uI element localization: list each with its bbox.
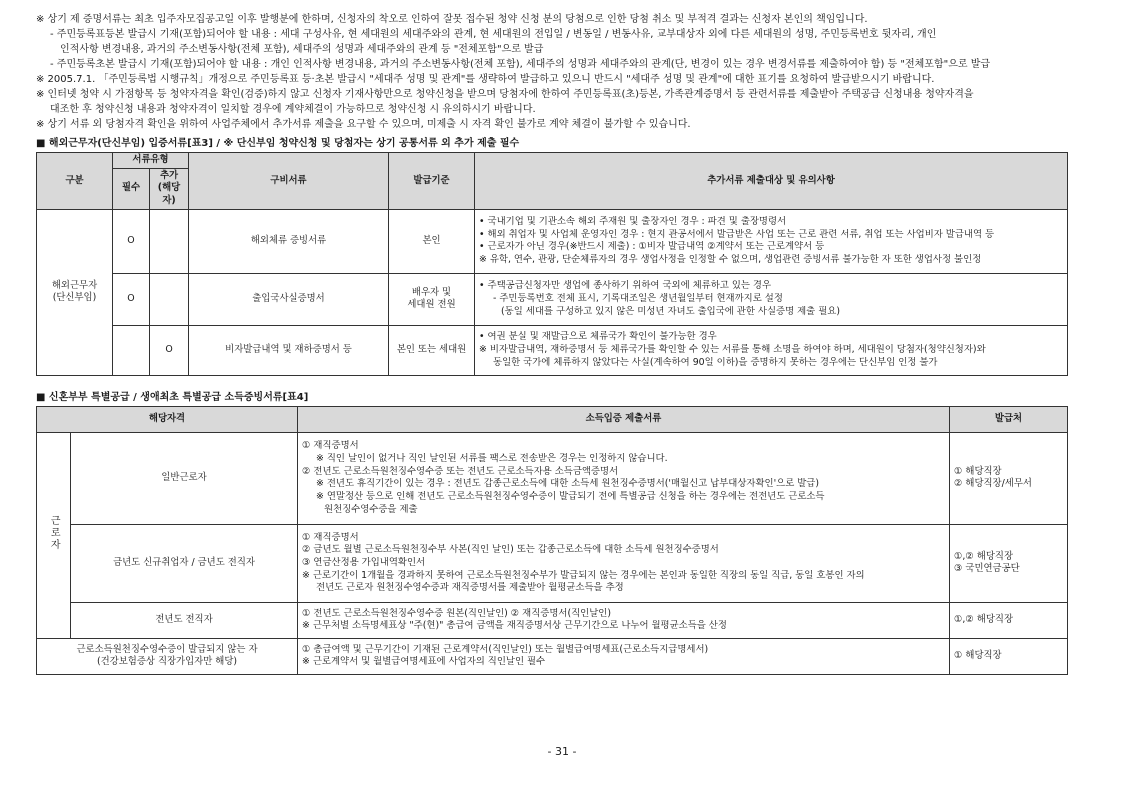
header-documents: 구비서류 [189, 153, 389, 210]
issuing-office-cell [950, 524, 1068, 602]
header-income-docs: 소득입증 제출서류 [298, 406, 950, 432]
issuing-office-item: ① 해당직장 [954, 649, 1002, 661]
header-notes: 추가서류 제출대상 및 유의사항 [475, 153, 1068, 210]
doc-item: ① 총급여액 및 근무기간이 기재된 근로계약서(직인날인) 또는 월별급여명세표(근로소득지급명세서) [302, 643, 709, 655]
issuing-office-cell [950, 602, 1068, 638]
header-category: 구분 [37, 153, 113, 210]
page-number: - 31 - [547, 745, 577, 758]
table-row [37, 638, 1068, 674]
notes-cell [475, 209, 1068, 273]
doc-item: ① 재직증명서 [302, 440, 359, 452]
table-row [37, 602, 1068, 638]
note-item: (동일 세대를 구성하고 있지 않은 미성년 자녀도 출입국에 관한 사실증명 제출 필요) [501, 305, 840, 317]
issuer-cell: 본인 [389, 209, 475, 273]
header-additional: 추가 (해당자) [150, 168, 189, 209]
income-docs-cell [298, 432, 950, 524]
doc-item: ① 재직증명서 [302, 531, 359, 543]
doc-item: ※ 근무처별 소득명세표상 "주(현)" 총급여 금액을 재직증명서상 근무기간으로 나누어 월평균소득을 산정 [302, 620, 727, 632]
doc-item: 원천징수영수증을 제출 [324, 503, 418, 515]
income-docs-cell [298, 638, 950, 674]
note-item: • 여권 분실 및 재발급으로 체류국가 확인이 불가능한 경우 [479, 331, 717, 343]
notes-list [479, 331, 1063, 369]
overseas-worker-table [36, 152, 1068, 376]
note-line: - 주민등록초본 발급시 기재(포함)되어야 할 내용 : 개인 인적사항 변경내용, 과거의 주소변동사항(전체 포함), 세대주의 성명과 세대주와의 관계(단, 변경이 있는 경우 변경서류를 제출하여야 함) 등 "전체포함"으로 발급 [50, 59, 991, 70]
note-item: • 주택공급신청자만 생업에 종사하기 위하여 국외에 체류하고 있는 경우 [479, 280, 772, 292]
required-cell: O [113, 209, 150, 273]
group-label: 근로자 [48, 514, 60, 551]
notes-list [36, 12, 1068, 132]
note-item: ※ 비자발급내역, 재하증명서 등 체류국가를 확인할 수 있는 서류를 통해 소명을 하여야 하며, 세대원이 당첨자(청약신청자)와 [479, 343, 986, 355]
income-proof-table [36, 406, 1068, 675]
table3-title: ■ 해외근무자(단신부임) 입증서류[표3] / ※ 단신부임 청약신청 및 당첨자는 상기 공통서류 외 추가 제출 필수 [36, 138, 520, 149]
income-docs-cell [298, 524, 950, 602]
header-doc-type: 서류유형 [113, 153, 189, 169]
additional-cell [150, 209, 189, 273]
docs-list [302, 608, 945, 633]
group-label-cell [37, 432, 71, 638]
doc-item: ③ 연금산정용 가입내역확인서 [302, 556, 426, 568]
doc-item: ※ 근로기간이 1개월을 경과하지 못하여 근로소득원천징수부가 발급되지 않는 경우에는 본인과 동일한 직장의 동일 직급, 동일 호봉인 자의 [302, 569, 865, 581]
header-required: 필수 [113, 168, 150, 209]
note-item: • 국내기업 및 기관소속 해외 주재원 및 출장자인 경우 : 파견 및 출장명령서 [479, 215, 787, 227]
additional-cell: O [150, 325, 189, 375]
note-line: - 주민등록표등본 발급시 기재(포함)되어야 할 내용 : 세대 구성사유, 현 세대원의 세대주와의 관계, 현 세대원의 전입일 / 변동일 / 변동사유, 교부대상자 외에 다른 세대원의 성명, 주민등록번호 뒷자리, 개인 [50, 29, 937, 40]
issuing-office-item: ① 해당직장 [954, 465, 1002, 477]
note-line: ※ 2005.7.1. 「주민등록법 시행규칙」개정으로 주민등록표 등·초본 발급시 "세대주 성명 및 관계"를 생략하여 발급하고 있으니 반드시 "세대주 성명 및 관계"에 대한 표기를 요청하여 발급받으시기 바랍니다. [36, 74, 935, 85]
eligibility-cell: 금년도 신규취업자 / 금년도 전직자 [71, 524, 298, 602]
issuing-office-item: ② 해당직장/세무서 [954, 478, 1032, 490]
note-item: - 주민등록번호 전체 표시, 기록대조일은 생년월일부터 현재까지로 설정 [493, 292, 783, 304]
eligibility-cell: 일반근로자 [71, 432, 298, 524]
header-eligibility: 해당자격 [37, 406, 298, 432]
issuing-office-cell [950, 638, 1068, 674]
income-docs-cell [298, 602, 950, 638]
doc-item: ※ 연말정산 등으로 인해 전년도 근로소득원천징수영수증이 발급되기 전에 특별공급 신청을 하는 경우에는 전전년도 근로소득 [316, 490, 825, 502]
document-cell: 해외체류 증빙서류 [189, 209, 389, 273]
required-cell [113, 325, 150, 375]
note-item: • 근로자가 아닌 경우(※반드시 제출) : ①비자 발급내역 ②계약서 또는 근로계약서 등 [479, 241, 825, 253]
table4-title: ■ 신혼부부 특별공급 / 생애최초 특별공급 소득증빙서류[표4] [36, 391, 309, 403]
note-item: 동일한 국가에 체류하지 않았다는 사실(계속하여 90일 이하)을 증명하지 못하는 경우에는 단신부임 인정 불가 [493, 356, 938, 368]
document-cell: 출입국사실증명서 [189, 273, 389, 325]
note-line: ※ 상기 서류 외 당첨자격 확인을 위하여 사업주체에서 추가서류 제출을 요구할 수 있으며, 미제출 시 자격 확인 불가로 계약 체결이 불가할 수 있습니다. [36, 119, 691, 130]
docs-list [302, 532, 945, 595]
issuing-office-item: ①,② 해당직장 [954, 550, 1013, 562]
doc-item: 전년도 근로자 원천징수영수증과 재직증명서를 제출받아 월평균소득을 추정 [316, 582, 624, 594]
doc-item: ※ 근로계약서 및 월별급여명세표에 사업자의 직인날인 필수 [302, 656, 546, 668]
note-item: • 해외 취업자 및 사업체 운영자인 경우 : 현지 관공서에서 발급받은 사업 또는 근로 관련 서류, 취업 또는 사업비자 발급내역 등 [479, 228, 995, 240]
issuing-office-cell [950, 432, 1068, 524]
issuer-cell: 본인 또는 세대원 [389, 325, 475, 375]
table-row [37, 325, 1068, 375]
table-row [37, 524, 1068, 602]
doc-item: ※ 직인 날인이 없거나 직인 날인된 서류를 팩스로 전송받은 경우는 인정하지 않습니다. [316, 452, 668, 464]
note-line: 인적사항 변경내용, 과거의 주소변동사항(전체 포함), 세대주의 성명과 세대주와의 관계 등 "전체포함"으로 발급 [60, 44, 544, 55]
additional-cell [150, 273, 189, 325]
note-line: 대조한 후 청약신청 내용과 청약자격이 일치할 경우에 계약체결이 가능하므로 청약신청 시 유의하시기 바랍니다. [50, 104, 536, 115]
eligibility-cell: 전년도 전직자 [71, 602, 298, 638]
notes-cell [475, 273, 1068, 325]
eligibility-cell: 근로소득원천징수영수증이 발급되지 않는 자 (건강보험증상 직장가입자만 해당) [37, 638, 298, 674]
notes-cell [475, 325, 1068, 375]
doc-item: ① 전년도 근로소득원천징수영수증 원본(직인날인) ② 재직증명서(직인날인) [302, 607, 611, 619]
doc-item: ※ 전년도 휴직기간이 있는 경우 : 전년도 갑종근로소득에 대한 소득세 원천징수증명서('매월신고 납부대상자확인'으로 발급) [316, 478, 820, 490]
issuer-cell: 배우자 및 세대원 전원 [389, 273, 475, 325]
table-row [37, 273, 1068, 325]
required-cell: O [113, 273, 150, 325]
group-label-cell: 해외근무자 (단신부임) [37, 209, 113, 375]
notes-list [479, 280, 1063, 318]
doc-item: ② 전년도 근로소득원천징수영수증 또는 전년도 근로소득자용 소득금액증명서 [302, 465, 619, 477]
issuing-office-item: ①,② 해당직장 [954, 613, 1013, 625]
docs-list [302, 644, 945, 669]
note-line: ※ 상기 제 증명서류는 최초 입주자모집공고일 이후 발행분에 한하며, 신청자의 착오로 인하여 잘못 접수된 청약 신청 분의 당첨으로 인한 당첨 취소 및 부적격 결과는 신청자 본인의 책임입니다. [36, 14, 868, 25]
note-item: ※ 유학, 연수, 관광, 단순체류자의 경우 생업사정을 인정할 수 없으며, 생업관련 증빙서류 불가능한 자 또한 생업사정 불인정 [479, 253, 982, 265]
header-issuing-office: 발급처 [950, 406, 1068, 432]
document-page [36, 12, 1068, 675]
doc-item: ② 금년도 월별 근로소득원천징수부 사본(직인 날인) 또는 갑종근로소득에 대한 소득세 원천징수증명서 [302, 544, 719, 556]
document-cell: 비자발급내역 및 재하증명서 등 [189, 325, 389, 375]
table-row [37, 432, 1068, 524]
docs-list [302, 440, 945, 516]
header-issuer: 발급기준 [389, 153, 475, 210]
note-line: ※ 인터넷 청약 시 가점항목 등 청약자격을 확인(검증)하지 않고 신청자 기재사항만으로 청약신청을 받으며 당첨자에 한하여 주민등록표(초)등본, 가족관계증명서 등 관련서류를 제출받아 주택공급 신청내용 청약자격을 [36, 89, 974, 100]
notes-list [479, 216, 1063, 267]
table-row [37, 209, 1068, 273]
issuing-office-item: ③ 국민연금공단 [954, 563, 1020, 575]
